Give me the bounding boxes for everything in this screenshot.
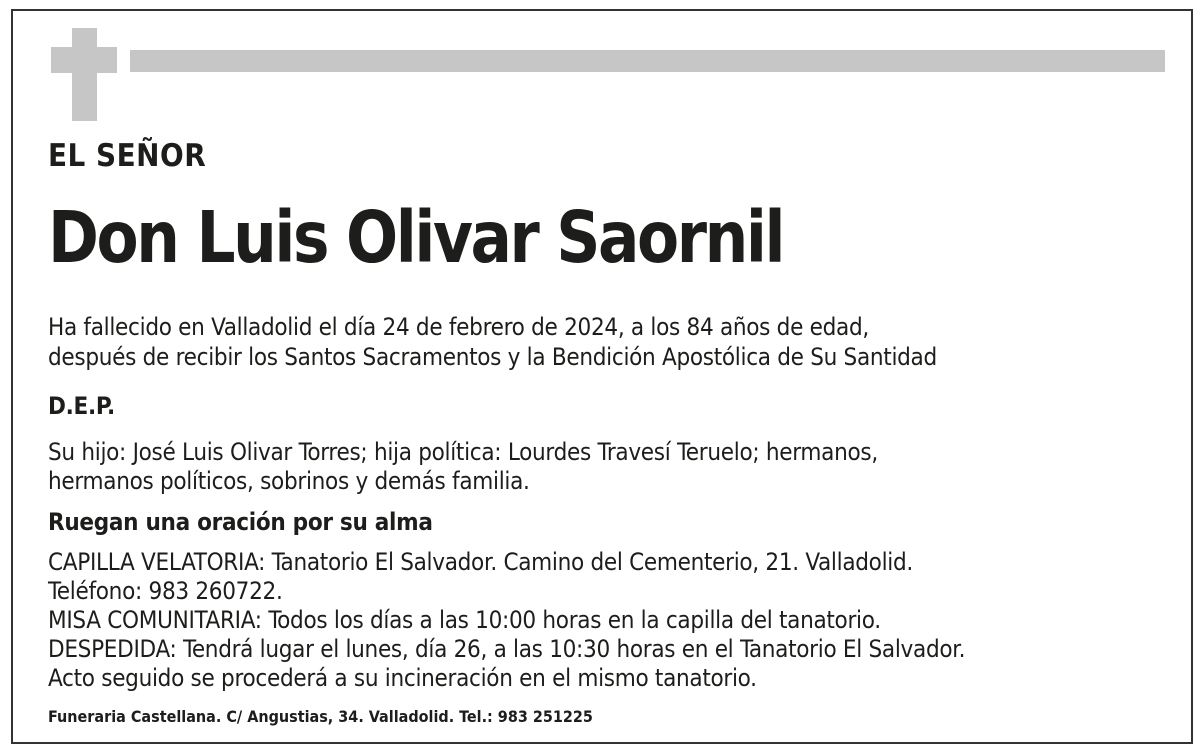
mass-info: MISA COMUNITARIA: Todos los días a las 10:00 horas en la capilla del tanatorio. bbox=[48, 606, 881, 634]
funeral-home-footer: Funeraria Castellana. C/ Angustias, 34. Valladolid. Tel.: 983 251225 bbox=[48, 707, 593, 726]
family-line-2: hermanos políticos, sobrinos y demás familia. bbox=[48, 467, 530, 495]
prayer-request: Ruegan una oración por su alma bbox=[48, 508, 433, 536]
header-rule bbox=[130, 50, 1165, 72]
honorific: EL SEÑOR bbox=[48, 138, 207, 174]
chapel-info-line-2: Teléfono: 983 260722. bbox=[48, 577, 283, 605]
chapel-info-line-1: CAPILLA VELATORIA: Tanatorio El Salvador. Camino del Cementerio, 21. Valladolid. bbox=[48, 548, 913, 576]
farewell-info-line-2: Acto seguido se procederá a su incineración en el mismo tanatorio. bbox=[48, 664, 757, 692]
cross-icon-bar bbox=[51, 47, 117, 73]
cross-icon bbox=[72, 28, 97, 121]
death-announcement-line-2: después de recibir los Santos Sacramentos y la Bendición Apostólica de Su Santidad bbox=[48, 343, 937, 371]
farewell-info-line-1: DESPEDIDA: Tendrá lugar el lunes, día 26, a las 10:30 horas en el Tanatorio El Salvador. bbox=[48, 635, 966, 663]
deceased-name: Don Luis Olivar Saornil bbox=[48, 196, 784, 279]
dep-label: D.E.P. bbox=[48, 392, 115, 420]
death-announcement-line-1: Ha fallecido en Valladolid el día 24 de febrero de 2024, a los 84 años de edad, bbox=[48, 313, 869, 341]
family-line-1: Su hijo: José Luis Olivar Torres; hija política: Lourdes Travesí Teruelo; hermanos, bbox=[48, 438, 878, 466]
